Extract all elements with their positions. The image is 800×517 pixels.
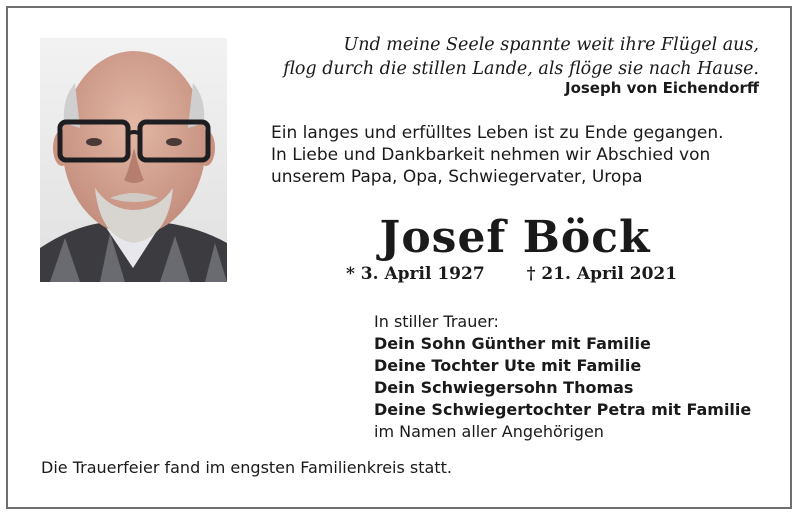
mourners-list xyxy=(374,311,751,443)
mourners-heading: In stiller Trauer: xyxy=(374,312,499,331)
quote-line: flog durch die stillen Lande, als flöge sie nach Hause. xyxy=(283,59,759,79)
intro-line: Ein langes und erfülltes Leben ist zu Ende gegangen. xyxy=(271,123,724,143)
death-date: † 21. April 2021 xyxy=(526,264,678,284)
mourner-name: Dein Schwiegersohn Thomas xyxy=(374,378,634,397)
intro-line: In Liebe und Dankbarkeit nehmen wir Abschied von xyxy=(271,145,711,165)
funeral-note: Die Trauerfeier fand im engsten Familienkreis statt. xyxy=(41,458,452,477)
quote-line: Und meine Seele spannte weit ihre Flügel aus, xyxy=(343,35,759,55)
mourner-name: Dein Sohn Günther mit Familie xyxy=(374,334,651,353)
mourner-name: Deine Schwiegertochter Petra mit Familie xyxy=(374,400,752,419)
mourners-closing: im Namen aller Angehörigen xyxy=(374,422,604,441)
quote-author: Joseph von Eichendorff xyxy=(564,79,759,97)
intro-line: unserem Papa, Opa, Schwiegervater, Uropa xyxy=(271,167,643,187)
portrait-photo xyxy=(40,38,227,282)
intro-text xyxy=(271,122,759,188)
deceased-name: Josef Böck xyxy=(379,212,651,263)
epigraph-quote xyxy=(283,33,759,81)
life-dates xyxy=(346,264,677,284)
birth-date: * 3. April 1927 xyxy=(346,264,485,284)
mourner-name: Deine Tochter Ute mit Familie xyxy=(374,356,642,375)
